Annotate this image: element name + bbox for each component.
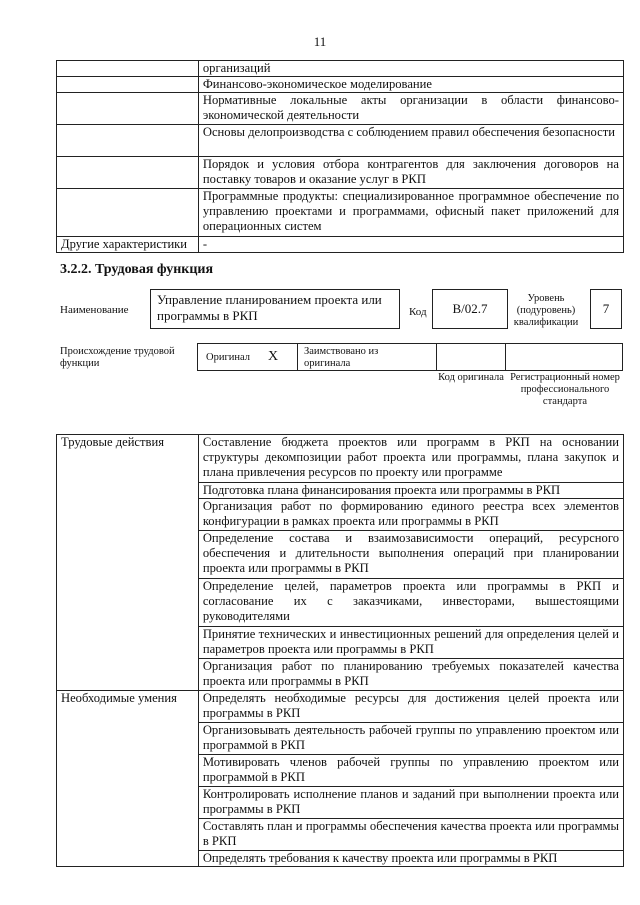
top-table-row: Программные продукты: специализированное программное обеспечение по управлению проектами и программами, офисный пакет приложений для операционных систем [198,189,623,237]
top-table-row: организаций [198,61,623,77]
name-label: Наименование [60,304,129,316]
original-box [197,343,298,371]
top-table-row: Порядок и условия отбора контрагентов для заключения договоров на поставку товаров и оказание услуг в РКП [198,157,623,189]
origin-label: Происхождение трудовой функции [60,346,175,369]
borrowed-label: Заимствовано из оригинала [304,346,379,369]
skill-item: Составлять план и программы обеспечения качества проекта или программы в РКП [198,819,623,851]
action-item: Составление бюджета проектов или программ в РКП на основании структуры декомпозиции работ проекта или программы, плана закупок и плана привлечения ресурсов по проекту или программе [198,435,623,483]
code-original-caption: Код оригинала [438,372,504,383]
reg-number-box [505,343,623,371]
skill-item: Определять требования к качеству проекта или программы в РКП [198,851,623,867]
actions-label: Трудовые действия [57,435,199,691]
other-characteristics-value: - [198,237,623,253]
page-number: 11 [313,34,327,49]
main-table [56,434,624,867]
action-item: Организация работ по планированию требуемых показателей качества проекта или программы в РКП [198,659,623,691]
level-label: Уровень (подуровень) квалификации [513,293,579,328]
top-table-row: Нормативные локальные акты организации в области финансово-экономической деятельности [198,93,623,125]
function-code: B/02.7 [432,289,508,329]
top-table [56,60,624,253]
original-mark: X [268,349,279,364]
action-item: Организация работ по формированию единого реестра всех элементов конфигурации в рамках проекта или программы в РКП [198,499,623,531]
skills-label: Необходимые умения [57,691,199,867]
code-label: Код [409,306,427,318]
section-title: 3.2.2. Трудовая функция [60,262,214,277]
action-item: Подготовка плана финансирования проекта или программы в РКП [198,483,623,499]
action-item: Определение целей, параметров проекта или программы в РКП и согласование их с заказчиками, инвесторами, вышестоящими руководителями [198,579,623,627]
top-table-row: Основы делопроизводства с соблюдением правил обеспечения безопасности [198,125,623,157]
action-item: Принятие технических и инвестиционных решений для определения целей и параметров проекта или программы в РКП [198,627,623,659]
reg-number-caption: Регистрационный номер профессионального стандарта [510,372,620,407]
borrowed-box [297,343,437,371]
skill-item: Определять необходимые ресурсы для достижения целей проекта или программы в РКП [198,691,623,723]
action-item: Определение состава и взаимозависимости операций, ресурсного обеспечения и длительности выполнения операций при планировании проекта или программы в РКП [198,531,623,579]
qualification-level: 7 [590,289,622,329]
skill-item: Контролировать исполнение планов и заданий при выполнении проекта или программы в РКП [198,787,623,819]
skill-item: Организовывать деятельность рабочей группы по управлению проектом или программой в РКП [198,723,623,755]
code-original-box [436,343,506,371]
top-table-row: Финансово-экономическое моделирование [198,77,623,93]
original-label: Оригинал [206,352,250,363]
other-characteristics-label: Другие характеристики [57,237,199,253]
skill-item: Мотивировать членов рабочей группы по управлению проектом или программой в РКП [198,755,623,787]
function-name: Управление планированием проекта или программы в РКП [150,289,400,329]
